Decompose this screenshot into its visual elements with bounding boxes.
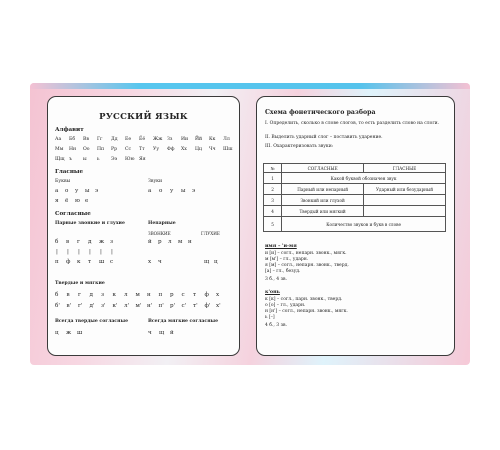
col-vowels: ГЛАСНЫЕ: [364, 164, 446, 173]
table-row: [264, 184, 446, 195]
paired-voiceless-letter: ш: [99, 259, 105, 265]
hard-soft-label: Твердые и мягкие: [55, 281, 105, 286]
pair-divider: |: [100, 249, 102, 255]
hard-letter: б: [55, 292, 59, 298]
row-text: Какой буквой обозначен звук: [282, 173, 446, 184]
alphabet-letter: Цц: [195, 147, 202, 152]
example2-line: о [о] – гл., ударн.: [265, 303, 306, 308]
always-hard-letter: ц: [55, 330, 59, 336]
alphabet-letter: ь: [97, 157, 100, 162]
alphabet-letter: Фф: [167, 147, 175, 152]
soft-letter: б': [55, 303, 60, 309]
alphabet-letter: Уу: [153, 147, 160, 152]
paired-voiced-letter: з: [110, 239, 114, 245]
alphabet-letter: Щщ: [55, 157, 65, 162]
soft-letter: м': [135, 303, 142, 309]
hard-letter: л: [124, 292, 128, 298]
unpaired-voiceless-letter: х: [148, 259, 152, 265]
hard-letter: м: [135, 292, 140, 298]
hard-letter: г: [78, 292, 81, 298]
vowel-letters-label: Буквы: [55, 179, 71, 184]
cover-edge: [30, 83, 470, 89]
vowel-sound: ы: [181, 188, 186, 194]
example2-line: н [н'] – согл., непарн. звонк., мягк.: [265, 309, 348, 314]
alphabet-letter: Аа: [55, 137, 62, 142]
always-soft-letter: й: [170, 330, 174, 336]
soft-letter: г': [78, 303, 83, 309]
alphabet-letter: Жж: [153, 137, 163, 142]
hard-letter: з: [101, 292, 105, 298]
vowel-letter: ю: [75, 198, 80, 204]
paired-voiced-letter: б: [55, 239, 59, 245]
vowel-letter: ы: [85, 188, 90, 194]
vowel-sound: э: [192, 188, 196, 194]
unpaired-voiceless-letter: ц: [214, 259, 218, 265]
soft-letter: л': [124, 303, 130, 309]
vowel-sound: а: [148, 188, 152, 194]
example1-line: я [м] – согл., непарн. звонк., тверд.: [265, 263, 349, 268]
alphabet-letter: Оо: [83, 147, 90, 152]
alphabet-letter: Яя: [139, 157, 146, 162]
alphabet-letter: Йй: [195, 137, 203, 142]
row-number: 3: [264, 195, 282, 206]
example2-word: к'онь: [265, 289, 280, 295]
row-vowel: Ударный или безударный: [364, 184, 446, 195]
soft-letter: ф': [204, 303, 211, 309]
pair-divider: |: [56, 249, 58, 255]
row-number: 4: [264, 206, 282, 217]
alphabet-letter: Гг: [97, 137, 103, 142]
vowel-letter: а: [55, 188, 59, 194]
hard-letter: ф: [204, 292, 209, 298]
vowel-letter: у: [75, 188, 79, 194]
row-number: 1: [264, 173, 282, 184]
row-vowel: [364, 206, 446, 217]
vowels-heading: Гласные: [55, 169, 84, 175]
hard-letter: с: [181, 292, 185, 298]
voiceless-label: ГЛУХИЕ: [201, 231, 220, 236]
example2-line: ь [–]: [265, 315, 275, 320]
unpaired-voiced-letter: й: [148, 239, 152, 245]
unpaired-label: Непарные: [148, 221, 176, 226]
left-page: [47, 96, 240, 356]
paired-voiced-letter: г: [77, 239, 80, 245]
pair-divider: |: [89, 249, 91, 255]
table-row: [264, 195, 446, 206]
alphabet-letter: ъ: [69, 157, 72, 162]
pair-divider: |: [67, 249, 69, 255]
alphabet-letter: Мм: [55, 147, 64, 152]
right-page: [256, 96, 455, 356]
hard-letter: к: [112, 292, 116, 298]
step-1: I. Определить, сколько в слове слогов, то есть разделить слово на слоги.: [265, 121, 440, 126]
unpaired-voiced-letter: н: [188, 239, 192, 245]
page-title: РУССКИЙ ЯЗЫК: [99, 112, 188, 122]
soft-letter: х': [216, 303, 221, 309]
phonetic-table: [263, 163, 446, 232]
alphabet-letter: Юю: [125, 157, 135, 162]
col-number: №: [264, 164, 282, 173]
voiced-label: ЗВОНКИЕ: [148, 231, 171, 236]
alphabet-letter: ы: [83, 157, 87, 162]
table-header-row: [264, 164, 446, 173]
example2-summary: 4 б., 3 зв.: [265, 323, 288, 328]
example1-line: м [м'] – гл., ударн.: [265, 257, 309, 262]
vowel-letter: я: [55, 198, 59, 204]
paired-voiceless-letter: т: [88, 259, 92, 265]
hard-letter: х: [216, 292, 220, 298]
paired-voiceless-letter: к: [77, 259, 81, 265]
example1-line: [а] – гл., безуд.: [265, 269, 301, 274]
alphabet-letter: Сс: [125, 147, 132, 152]
alphabet-letter: Вв: [83, 137, 89, 142]
paired-label: Парные звонкие и глухие: [55, 221, 125, 226]
example1-word: имя – 'и-мя: [265, 243, 297, 249]
soft-letter: з': [101, 303, 106, 309]
hard-letter: п: [158, 292, 163, 298]
soft-letter: п': [158, 303, 164, 309]
pair-divider: |: [111, 249, 113, 255]
paired-voiceless-letter: ф: [66, 259, 71, 265]
paired-voiced-letter: в: [66, 239, 70, 245]
soft-letter: н': [147, 303, 153, 309]
soft-letter: т': [193, 303, 198, 309]
alphabet-letter: Чч: [209, 147, 216, 152]
vowel-letter: э: [95, 188, 99, 194]
alphabet-letter: Тт: [139, 147, 145, 152]
alphabet-letter: Шш: [223, 147, 233, 152]
table-row: [264, 206, 446, 217]
row-vowel: [364, 195, 446, 206]
row-number: 2: [264, 184, 282, 195]
always-soft-letter: ч: [148, 330, 152, 336]
step-3: III. Охарактеризовать звуки:: [265, 144, 334, 149]
vowel-letter: ё: [65, 198, 69, 204]
table-row: [264, 173, 446, 184]
step-2: II. Выделить ударный слог – поставить ударение.: [265, 135, 383, 140]
row-consonant: Парный или непарный: [282, 184, 364, 195]
vowel-sound: у: [170, 188, 174, 194]
col-consonants: СОГЛАСНЫЕ: [282, 164, 364, 173]
row-consonant: Звонкий или глухой: [282, 195, 364, 206]
unpaired-voiceless-letter: ч: [158, 259, 162, 265]
alphabet-heading: Алфавит: [55, 127, 84, 133]
example1-summary: 3 б., 4 зв.: [265, 277, 288, 282]
hard-letter: н: [147, 292, 151, 298]
alphabet-letter: Зз: [167, 137, 173, 142]
vowel-letter: е: [85, 198, 89, 204]
vowel-letter: о: [65, 188, 69, 194]
hard-letter: д: [89, 292, 93, 298]
unpaired-voiced-letter: р: [158, 239, 162, 245]
hard-letter: р: [170, 292, 174, 298]
hard-letter: т: [193, 292, 197, 298]
alphabet-letter: Пп: [97, 147, 105, 152]
example2-line: к [к] – согл., парн. звонк., тверд.: [265, 297, 343, 302]
always-hard-label: Всегда твердые согласные: [55, 319, 128, 324]
soft-letter: к': [112, 303, 118, 309]
consonants-heading: Согласные: [55, 211, 91, 217]
soft-letter: д': [89, 303, 95, 309]
scheme-title: Схема фонетического разбора: [265, 109, 376, 116]
alphabet-letter: Рр: [111, 147, 118, 152]
always-hard-letter: ш: [77, 330, 83, 336]
alphabet-letter: Лл: [223, 137, 230, 142]
alphabet-letter: Бб: [69, 137, 76, 142]
pair-divider: |: [78, 249, 80, 255]
row-text: Количество звуков и букв в слове: [282, 217, 446, 232]
table-row: [264, 217, 446, 232]
alphabet-letter: Ёё: [139, 137, 146, 142]
alphabet-letter: Ее: [125, 137, 132, 142]
vowel-sounds-label: Звуки: [148, 179, 163, 184]
row-consonant: Твердый или мягкий: [282, 206, 364, 217]
always-hard-letter: ж: [66, 330, 72, 336]
soft-letter: в': [66, 303, 72, 309]
hard-letter: в: [66, 292, 70, 298]
paired-voiced-letter: д: [88, 239, 92, 245]
unpaired-voiced-letter: л: [168, 239, 172, 245]
example1-line: и [и] – согл., непарн. звонк., мягк.: [265, 251, 347, 256]
always-soft-letter: щ: [159, 330, 165, 336]
soft-letter: с': [181, 303, 187, 309]
unpaired-voiced-letter: м: [178, 239, 183, 245]
unpaired-voiceless-letter: щ: [204, 259, 210, 265]
alphabet-letter: Ээ: [111, 157, 118, 162]
row-number: 5: [264, 217, 282, 232]
paired-voiceless-letter: п: [55, 259, 59, 265]
alphabet-letter: Ии: [181, 137, 189, 142]
always-soft-label: Всегда мягкие согласные: [148, 319, 219, 324]
soft-letter: р': [170, 303, 176, 309]
alphabet-letter: Хх: [181, 147, 187, 152]
paired-voiced-letter: ж: [99, 239, 105, 245]
vowel-sound: о: [159, 188, 163, 194]
alphabet-letter: Кк: [209, 137, 216, 142]
alphabet-letter: Нн: [69, 147, 77, 152]
alphabet-letter: Дд: [111, 137, 118, 142]
paired-voiceless-letter: с: [110, 259, 114, 265]
